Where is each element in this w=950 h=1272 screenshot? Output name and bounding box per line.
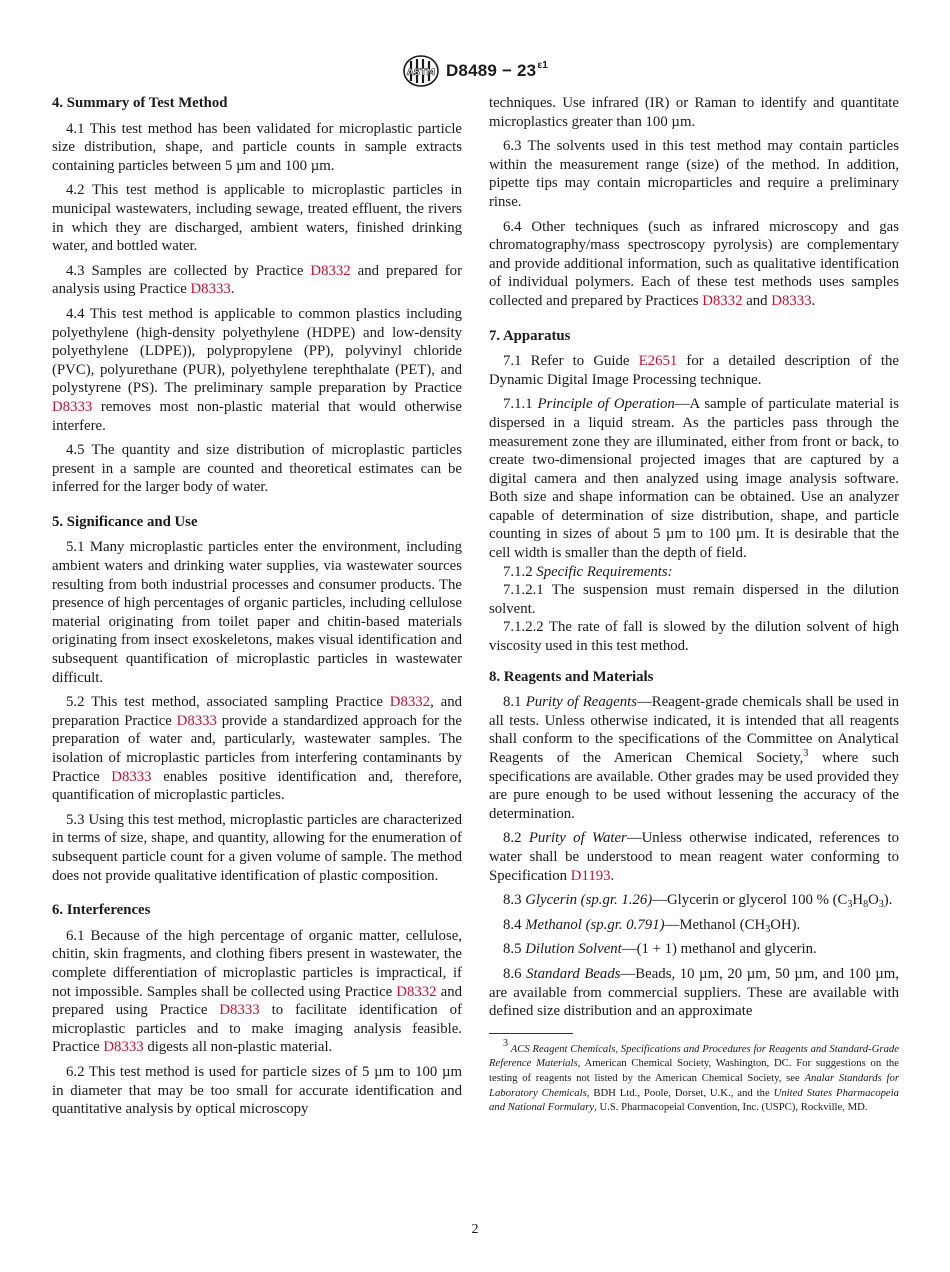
paragraph-4-1: 4.1 This test method has been validated for microplastic particle size distribution, shape, and particle counts in sample extracts containing particles between 5 µm and 100 µm. xyxy=(52,120,462,174)
page-header xyxy=(0,54,950,88)
paragraph-8-5: 8.5 Dilution Solvent—(1 + 1) methanol and glycerin. xyxy=(503,941,817,958)
footnote-ref[interactable]: 3 xyxy=(803,748,809,759)
paragraph-5-3: 5.3 Using this test method, microplastic particles are characterized in terms of size, shape, and quantity, allowing for the enumeration of subsequent particle count for a given volume of sample. The method does not provide qualitative identification of plastic composition. xyxy=(52,811,462,884)
logo-text: ASTM xyxy=(406,68,436,78)
ref-link-d8333[interactable]: D8333 xyxy=(52,398,93,415)
ref-link-d8332[interactable]: D8332 xyxy=(310,262,351,279)
paragraph-7-1-1: 7.1.1 Principle of Operation—A sample of particulate material is dispersed in a liquid stream. As the particles pass through the measurement zone they are illuminated, either from front or back, to create two-dimensional projected images that are captured by a digital camera and then analyzed using image analysis software. Both size and shape information can be obtained. Use an analyzer capable of determination of size distribution, shape, and particle counting in sizes of about 5 µm to 100 µm. It is desirable that the cell width is smaller than the depth of field. xyxy=(489,396,899,562)
paragraph-6-1: 6.1 Because of the high percentage of organic matter, cellulose, chitin, skin fragments, and clothing fibers present in wastewater, the complete differentiation of microplastic particles is impractical, if not impossible. Samples shall be collected using Practice D8332 and prepared using Practice D8333 to facilitate identification of microplastic particles and to make imaging analysis feasible. Practice D8333 digests all non-plastic material. xyxy=(52,927,462,1056)
ref-link-d8332[interactable]: D8332 xyxy=(396,983,437,1000)
paragraph-5-2: 5.2 This test method, associated sampling Practice D8332, and preparation Practice D8333 provide a standardized approach for the preparation of water and, particularly, wastewater samples. The isolation of microplastic particles from interfering contaminants by Practice D8333 enables positive identification and, therefore, quantification of microplastic particles. xyxy=(52,694,462,804)
paragraph-8-3: 8.3 Glycerin (sp.gr. 1.26)—Glycerin or glycerol 100 % $(C_3H_8O_3)$. xyxy=(503,892,893,911)
footnote-divider xyxy=(489,1033,573,1034)
paragraph-6-2: 6.2 This test method is used for particle sizes of 5 µm to 100 µm in diameter that may be too small for accurate identification and quantitative analysis by optical microscopy xyxy=(52,1063,462,1118)
paragraph-4-2: 4.2 This test method is applicable to microplastic particles in municipal wastewaters, including sewage, treated effluent, the rivers in which they are discharged, ambient waters, finished drinking water, and bottled water. xyxy=(52,182,462,255)
ref-link-d8333[interactable]: D8333 xyxy=(190,281,231,298)
paragraph-4-5: 4.5 The quantity and size distribution of microplastic particles present in a sample are counted and theoretical estimates can be inferred for the larger body of water. xyxy=(52,442,462,496)
paragraph-4-4: 4.4 This test method is applicable to common plastics including polyethylene (high-density polyethylene (HDPE) and low-density polyethylene (LDPE)), polypropylene (PP), polyvinyl chloride (PVC), polyurethane (PUR), polyethylene terephthalate (PET), and polystyrene (PS). The preliminary sample preparation by Practice D8333 removes most non-plastic material that would otherwise interfere. xyxy=(52,305,462,434)
paragraph-5-1: 5.1 Many microplastic particles enter the environment, including ambient waters and drinking water supplies, via wastewater sources resulting from both industrial processes and consumer products. The presence of high percentages of organic particles, including cellulose material originating from toilet paper and chitin-based materials originating from insect exoskeletons, makes visual identification and subsequent quantification of microplastic particles in wastewater difficult. xyxy=(52,539,462,686)
paragraph-7-1-2-1: 7.1.2.1 The suspension must remain dispersed in the dilution solvent. xyxy=(489,582,899,617)
paragraph-8-1: 8.1 Purity of Reagents—Reagent-grade chemicals shall be used in all tests. Unless otherwise indicated, it is intended that all reagents shall conform to the specifications of the Committee on Analytical Reagents of the American Chemical Society,$^3$ where such specifications are available. Other grades may be used provided they are pure enough to be used without lessening the accuracy of the determination. xyxy=(489,694,899,822)
paragraph-7-1-2-2: 7.1.2.2 The rate of fall is slowed by the dilution solvent of high viscosity used in this test method. xyxy=(489,619,899,655)
ref-link-d1193[interactable]: D1193 xyxy=(570,867,611,884)
section-5-heading: 5. Significance and Use xyxy=(52,513,198,530)
ref-link-d8333[interactable]: D8333 xyxy=(219,1002,260,1019)
paragraph-8-4: 8.4 Methanol (sp.gr. 0.791)—Methanol $(CH_3OH)$. xyxy=(503,916,801,935)
section-4-heading: 4. Summary of Test Method xyxy=(52,95,228,111)
left-column xyxy=(52,94,462,1125)
paragraph-6-3: 6.3 The solvents used in this test method may contain particles within the measurement range (size) of the method. In addition, pipette tips may contain microparticles and require a preliminary rinse. xyxy=(489,138,899,210)
paragraph-7-1-2: 7.1.2 Specific Requirements: xyxy=(503,563,673,580)
paragraph-6-4: 6.4 Other techniques (such as infrared microscopy and gas chromatography/mass spectroscopy pyrolysis) are complementary and provide additional information, such as qualitative identification of individual polymers. Each of these test methods uses samples collected and prepared by Practices D8332 and D8333. xyxy=(489,218,899,309)
ref-link-d8333[interactable]: D8333 xyxy=(771,292,812,309)
page-number: 2 xyxy=(471,1222,479,1237)
ref-link-d8333[interactable]: D8333 xyxy=(176,712,217,729)
astm-logo-icon xyxy=(402,54,440,88)
document-number: $D8489 - 23^{\varepsilon 1}$ xyxy=(445,60,549,80)
ref-link-d8332[interactable]: D8332 xyxy=(389,694,431,711)
right-column xyxy=(489,94,899,1115)
section-7-heading: 7. Apparatus xyxy=(489,327,571,344)
footnote-3: $^3$ ACS Reagent Chemicals, Specifications and Procedures for Reagents and Standard-Grade Reference Materials, American Chemical Society, Washington, DC. For suggestions on the testing of reagents not listed by the American Chemical Society, see Analar Standards for Laboratory Chemicals, BDH Ltd., Poole, Dorset, U.K., and the United States Pharmacopeia and National Formulary, U.S. Pharmacopeial Convention, Inc. (USPC), Rockville, MD. xyxy=(489,1037,900,1114)
paragraph-8-2: 8.2 Purity of Water—Unless otherwise indicated, references to water shall be understood to mean reagent water conforming to Specification D1193. xyxy=(489,830,899,884)
paragraph-8-6: 8.6 Standard Beads—Beads, 10 µm, 20 µm, 50 µm, and 100 µm, are available from commercial suppliers. These are available with defined size distribution and an approximate xyxy=(489,965,900,1020)
ref-link-d8332[interactable]: D8332 xyxy=(702,292,743,309)
section-6-heading: 6. Interferences xyxy=(52,902,151,919)
paragraph-4-3: 4.3 Samples are collected by Practice D8332 and prepared for analysis using Practice D8333. xyxy=(52,262,463,298)
edition-mark: ε1 xyxy=(537,60,549,71)
paragraph-7-1: 7.1 Refer to Guide E2651 for a detailed description of the Dynamic Digital Image Processing technique. xyxy=(489,353,899,388)
ref-link-e2651[interactable]: E2651 xyxy=(638,353,678,370)
section-8-heading: 8. Reagents and Materials xyxy=(489,668,654,685)
ref-link-d8333[interactable]: D8333 xyxy=(103,1039,144,1056)
ref-link-d8333[interactable]: D8333 xyxy=(111,768,152,785)
paragraph-6-2-continued: techniques. Use infrared (IR) or Raman to identify and quantitate microplastics greater than 100 µm. xyxy=(489,95,899,130)
